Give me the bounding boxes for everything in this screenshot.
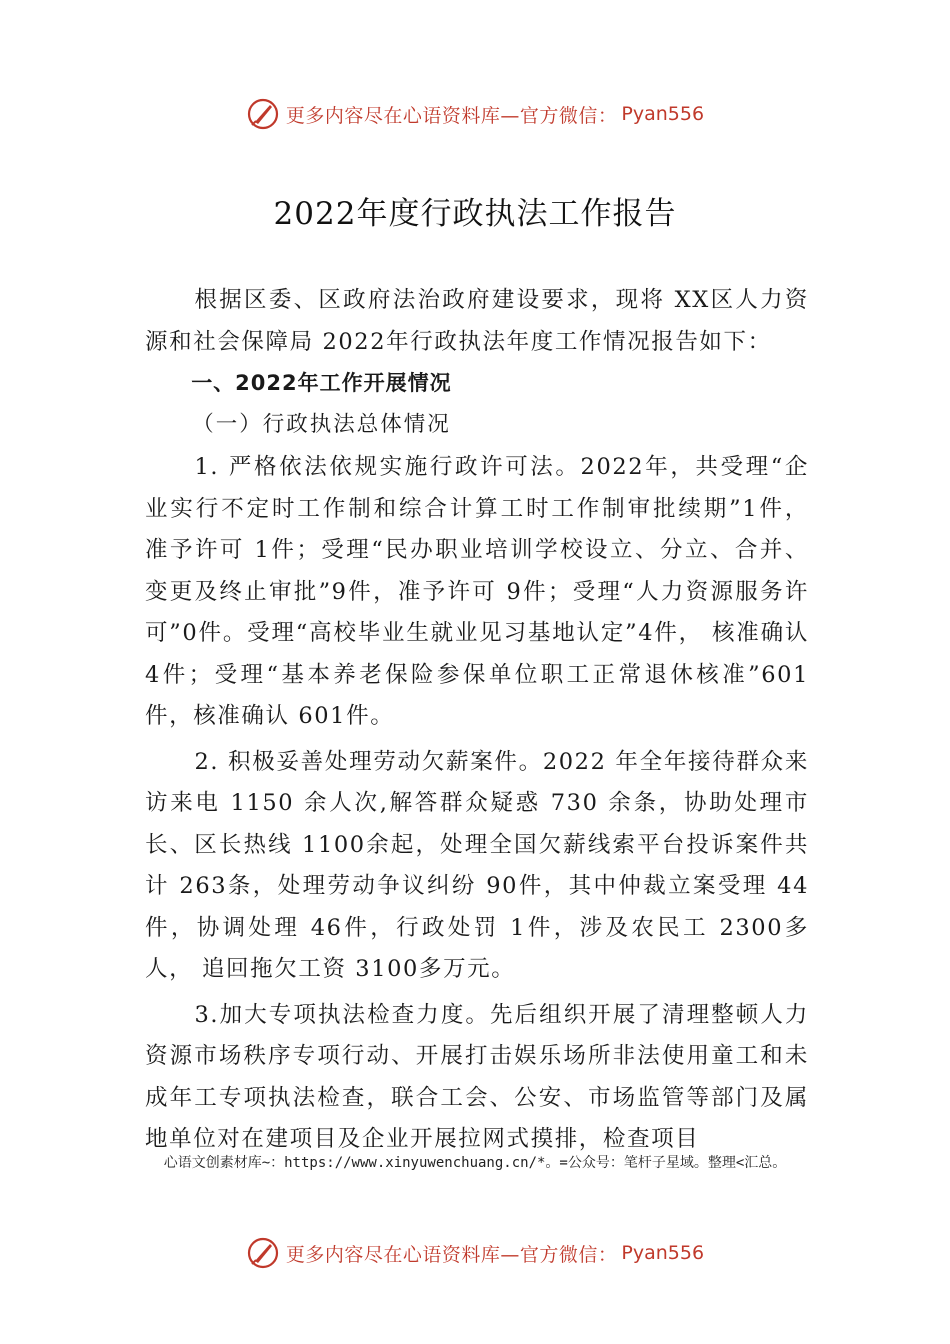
paragraph-2: 2. 积极妥善处理劳动欠薪案件。2022 年全年接待群众来访来电 1150 余人次,解答群众疑惑 730 余条，协助处理市长、区长热线 1100余起，处理全国欠薪线索平台投诉案件共计 263条，处理劳动争议纠纷 90件，其中仲裁立案受理 44件，协调处理 46件，行政处罚 1件，涉及农民工 2300多人， 追回拖欠工资 3100多万元。 xyxy=(145,748,809,982)
section-heading: 一、2022年工作开展情况 xyxy=(191,371,452,395)
footer-banner xyxy=(0,1233,950,1273)
banner-text: 更多内容尽在心语资料库—官方微信： xyxy=(285,1243,618,1266)
subsection-heading: （一）行政执法总体情况 xyxy=(192,412,451,437)
paragraph-1: 1. 严格依法依规实施行政许可法。2022年，共受理“企业实行不定时工作制和综合计算工时工作制审批续期”1件， 准予许可 1件；受理“民办职业培训学校设立、分立、合并、变更及终止审批”9件，准予许可 9件；受理“人力资源服务许可”0件。受理“高校毕业生就业见习基地认定”4件， 核准确认 4件；受理“基本养老保险参保单位职工正常退休核准”601件，核准确认 601件。 xyxy=(145,454,809,729)
document-body xyxy=(145,280,809,1161)
header-banner xyxy=(0,94,950,134)
banner-text: 更多内容尽在心语资料库—官方微信： xyxy=(285,104,618,127)
document-title: 2022年度行政执法工作报告 xyxy=(273,196,677,232)
intro-paragraph: 根据区委、区政府法治政府建设要求，现将 XX区人力资源和社会保障局 2022年行政执法年度工作情况报告如下： xyxy=(145,287,809,355)
wechat-id: Pyan556 xyxy=(621,1242,705,1264)
quill-seal-icon xyxy=(246,1236,280,1270)
quill-seal-icon xyxy=(246,97,280,131)
source-footnote: 心语文创素材库~：https://www.xinyuwenchuang.cn/*。=公众号：笔杆子星域。整理<汇总。 xyxy=(163,1155,787,1171)
paragraph-3: 3.加大专项执法检查力度。先后组织开展了清理整顿人力资源市场秩序专项行动、开展打击娱乐场所非法使用童工和未成年工专项执法检查，联合工会、公安、市场监管等部门及属地单位对在建项目及企业开展拉网式摸排，检查项目 xyxy=(145,1001,809,1152)
wechat-id: Pyan556 xyxy=(621,103,705,125)
